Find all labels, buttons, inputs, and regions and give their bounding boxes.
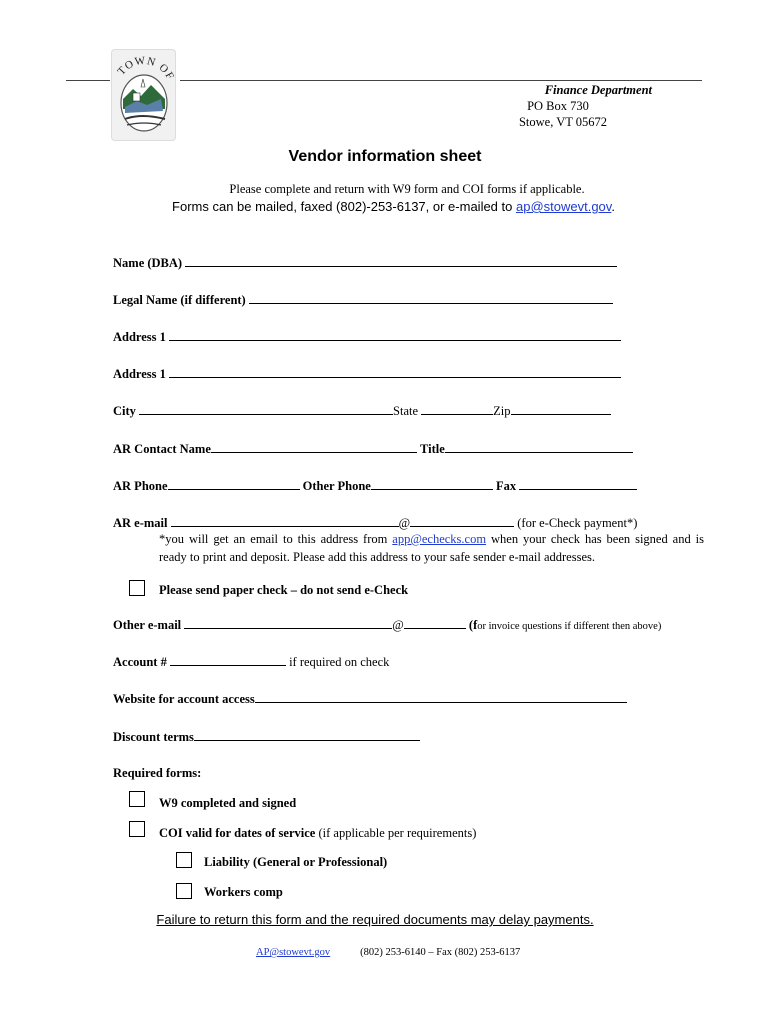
- department-city: Stowe, VT 05672: [518, 115, 608, 129]
- department-name: Finance Department: [544, 83, 652, 97]
- w9-label: W9 completed and signed: [159, 796, 297, 810]
- coi-note: (if applicable per requirements): [315, 826, 477, 840]
- label-ar-email: AR e-mail: [113, 516, 168, 530]
- label-legal-name: Legal Name (if different): [113, 293, 246, 307]
- footer-email-link[interactable]: AP@stowevt.gov: [256, 947, 331, 958]
- label-other-phone: Other Phone: [302, 479, 371, 493]
- intro-line-1: Please complete and return with W9 form and COI forms if applicable.: [229, 182, 585, 196]
- coi-label-bold: COI valid for dates of service: [159, 826, 316, 840]
- input-ar-contact-name[interactable]: [211, 441, 417, 453]
- field-discount-terms: [113, 729, 420, 745]
- input-fax[interactable]: [519, 478, 637, 490]
- note-text-2: when your check has been signed and is ready to print and deposit. Please add this address to your safe sender e-mail addresses.: [159, 532, 704, 564]
- label-address-2: Address 1: [113, 367, 166, 381]
- field-city-state-zip: [113, 403, 611, 419]
- footer-phones: (802) 253-6140 – Fax (802) 253-6137: [360, 947, 521, 958]
- input-zip[interactable]: [511, 403, 611, 415]
- intro-period: .: [611, 199, 615, 214]
- input-ar-email-domain[interactable]: [410, 515, 514, 527]
- field-legal-name: [113, 292, 613, 308]
- intro-text: Forms can be mailed, faxed (802)-253-6137, or e-mailed to: [172, 199, 516, 214]
- liability-label: Liability (General or Professional): [204, 855, 388, 869]
- label-zip: Zip: [493, 404, 511, 418]
- field-phones: [113, 478, 637, 494]
- input-other-email-domain[interactable]: [404, 617, 466, 629]
- note-text-1: *you will get an email to this address from: [159, 532, 393, 546]
- ap-email-link[interactable]: ap@stowevt.gov: [515, 199, 612, 214]
- label-state: State: [393, 404, 419, 418]
- input-other-phone[interactable]: [371, 478, 493, 490]
- coi-checkbox[interactable]: [129, 821, 145, 837]
- label-account: Account #: [113, 655, 167, 669]
- account-suffix: if required on check: [289, 655, 390, 669]
- label-address-1: Address 1: [113, 330, 166, 344]
- coi-label: [159, 826, 476, 841]
- input-name-dba[interactable]: [185, 255, 617, 267]
- label-discount-terms: Discount terms: [113, 730, 194, 744]
- town-seal-logo: [111, 49, 176, 141]
- input-ar-phone[interactable]: [168, 478, 300, 490]
- field-address-1: [113, 329, 621, 345]
- field-name-dba: [113, 255, 617, 271]
- field-address-2: [113, 366, 621, 382]
- other-email-suffix: or invoice questions if different then above): [477, 621, 662, 632]
- input-city[interactable]: [139, 403, 393, 415]
- input-account[interactable]: [170, 654, 286, 666]
- label-title: Title: [420, 442, 445, 456]
- field-account: [113, 654, 389, 670]
- input-address-2[interactable]: [169, 366, 621, 378]
- workers-comp-label: Workers comp: [204, 885, 283, 899]
- other-email-suffix-bold: (f: [468, 618, 478, 632]
- input-website[interactable]: [255, 691, 627, 703]
- paper-check-label: Please send paper check – do not send e-Check: [159, 583, 409, 597]
- logo-text: TOWN OF: [115, 54, 176, 83]
- w9-checkbox[interactable]: [129, 791, 145, 807]
- echecks-email-link[interactable]: app@echecks.com: [392, 532, 487, 546]
- other-at-sign: @: [392, 618, 404, 632]
- at-sign: @: [398, 516, 411, 530]
- input-address-1[interactable]: [169, 329, 621, 341]
- field-ar-contact: [113, 441, 633, 457]
- required-forms-heading: [113, 766, 201, 781]
- input-legal-name[interactable]: [249, 292, 613, 304]
- field-website: [113, 691, 627, 707]
- field-ar-email: [113, 515, 637, 531]
- label-ar-contact-name: AR Contact Name: [113, 442, 211, 456]
- input-other-email-user[interactable]: [184, 617, 392, 629]
- echeck-suffix: (for e-Check payment*): [517, 516, 638, 530]
- label-city: City: [113, 404, 136, 418]
- label-website: Website for account access: [113, 692, 255, 706]
- input-discount-terms[interactable]: [194, 729, 420, 741]
- input-ar-email-user[interactable]: [171, 515, 399, 527]
- label-fax: Fax: [495, 479, 517, 493]
- label-name-dba: Name (DBA): [113, 256, 183, 270]
- footer-contact: [256, 947, 520, 958]
- intro-line-2: [0, 199, 770, 214]
- input-state[interactable]: [421, 403, 493, 415]
- input-title[interactable]: [445, 441, 633, 453]
- page-title: Vendor information sheet: [288, 148, 482, 165]
- echeck-note: [159, 530, 704, 566]
- department-po-box: PO Box 730: [527, 99, 589, 113]
- header-rule-right: [180, 80, 702, 81]
- required-forms-heading-text: Required forms:: [113, 766, 202, 780]
- field-other-email: [113, 617, 661, 633]
- delay-warning: Failure to return this form and the required documents may delay payments.: [156, 912, 594, 927]
- label-ar-phone: AR Phone: [113, 479, 168, 493]
- paper-check-checkbox[interactable]: [129, 580, 145, 596]
- header-rule-left: [66, 80, 110, 81]
- workers-comp-checkbox[interactable]: [176, 883, 192, 899]
- label-other-email: Other e-mail: [113, 618, 182, 632]
- liability-checkbox[interactable]: [176, 852, 192, 868]
